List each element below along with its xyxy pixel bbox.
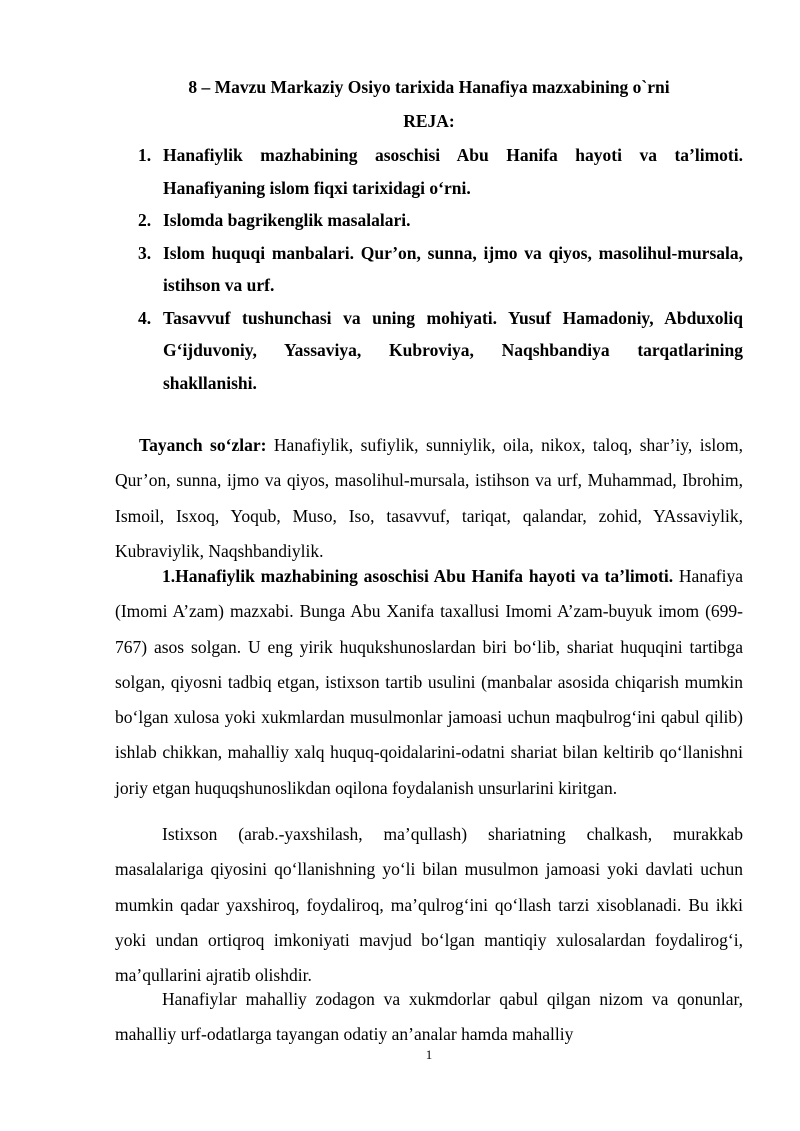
plan-item-number: 4.	[138, 307, 152, 328]
section-1-heading: 1.Hanafiylik mazhabining asoschisi Abu Hanifa hayoti va ta’limoti.	[162, 566, 674, 586]
plan-item-text: Islom huquqi manbalari. Qur’on, sunna, ijmo va qiyos, masolihul-mursala, istihson va urf.	[163, 242, 743, 295]
keywords-label: Tayanch so‘zlar:	[139, 435, 267, 455]
section-1-paragraph	[115, 559, 743, 806]
page-number: 1	[425, 1047, 433, 1062]
keywords-paragraph	[115, 428, 743, 569]
istixson-paragraph: Istixson (arab.-yaxshilash, ma’qullash) shariatning chalkash, murakkab masalalariga qiyosini qo‘llanishning yo‘li bilan musulmon jamoasi yoki davlati uchun mumkin qadar yaxshiroq, foydaliroq, ma’qulrog‘ini qo‘llash tarzi xisoblanadi. Bu ikki yoki undan ortiqroq imkoniyati mavjud bo‘lgan mantiqiy xulosalardan foydalirog‘i, ma’qullarini ajratib olishdir.	[115, 824, 743, 986]
plan-item-text: Tasavvuf tushunchasi va uning mohiyati. Yusuf Hamadoniy, Abduxoliq G‘ijduvoniy, Yassaviya, Kubroviya, Naqshbandiya tarqatlarining shakllanishi.	[163, 307, 743, 393]
plan-item	[138, 302, 743, 400]
plan-item	[138, 139, 743, 204]
plan-item	[138, 204, 743, 237]
plan-item-text: Hanafiylik mazhabining asoschisi Abu Hanifa hayoti va ta’limoti. Hanafiyaning islom fiqxi tarixidagi o‘rni.	[163, 145, 743, 198]
document-title: 8 – Mavzu Markaziy Osiyo tarixida Hanafiya mazxabining o`rni	[188, 77, 670, 97]
keywords-text: Hanafiylik, sufiylik, sunniylik, oila, nikox, taloq, shar’iy, islom, Qur’on, sunna, ijmo va qiyos, masolihul-mursala, istihson va urf, Muhammad, Ibrohim, Ismoil, Isxoq, Yoqub, Muso, Iso, tasavvuf, tariqat, qalandar, zohid, YAssaviylik, Kubraviylik, Naqshbandiylik.	[115, 435, 743, 561]
plan-item-number: 1.	[138, 145, 152, 165]
plan-item	[138, 237, 743, 302]
section-1-text: Hanafiya (Imomi A’zam) mazxabi. Bunga Abu Xanifa taxallusi Imomi A’zam-buyuk imom (699-767) asos solgan. U eng yirik huqukshunoslardan biri bo‘lib, shariat huquqini tartibga solgan, qiyosni tadbiq etgan, istixson tartib usulini (manbalar asosida chiqarish mumkin bo‘lgan xulosa yoki xukmlardan musulmonlar jamoasi uchun maqbulrog‘ini qabul qilib) ishlab chikkan, mahalliy xalq huquq-qoidalarini-odatni shariat bilan keltirib qo‘llanishni joriy etgan huquqshunoslikdan oqilona foydalanish unsurlarini kiritgan.	[115, 566, 744, 798]
plan-heading: REJA:	[403, 111, 455, 131]
plan-item-number: 3.	[138, 242, 152, 263]
hanafiylar-paragraph: Hanafiylar mahalliy zodagon va xukmdorlar qabul qilgan nizom va qonunlar, mahalliy urf-odatlarga tayangan odatiy an’analar hamda mahalliy	[115, 989, 743, 1045]
plan-item-text: Islomda bagrikenglik masalalari.	[163, 210, 411, 230]
plan-item-number: 2.	[138, 210, 152, 230]
plan-list	[138, 139, 743, 399]
